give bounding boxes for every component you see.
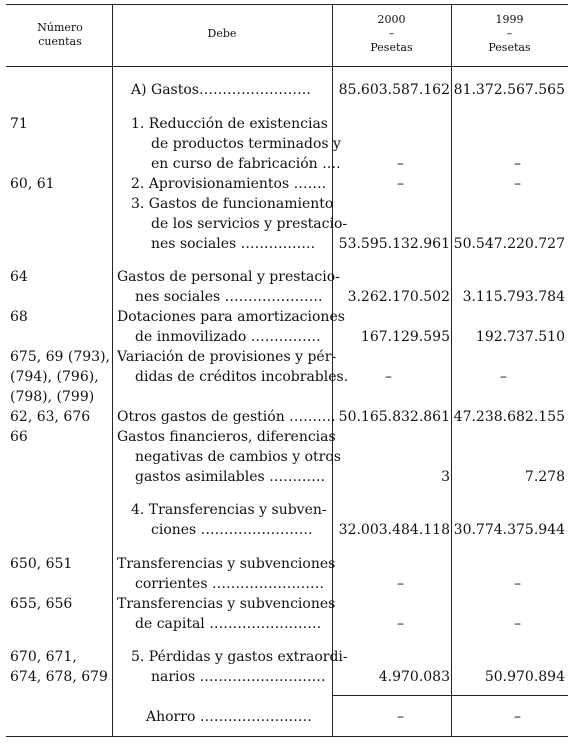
- row-label: nes sociales …………….: [151, 236, 316, 252]
- header-accounts-line2: cuentas: [38, 35, 82, 48]
- total-separator-line: [332, 695, 568, 696]
- row-label: 2. Aprovisionamientos …….: [131, 176, 327, 192]
- value-1999: –: [514, 616, 521, 632]
- account-number: 675, 69 (793),: [10, 349, 110, 365]
- account-number: 64: [10, 269, 28, 285]
- row-label: Gastos de personal y prestacio-: [117, 269, 340, 285]
- value-2000: –: [397, 709, 404, 725]
- row-label: Otros gastos de gestión ……….: [117, 409, 336, 425]
- account-number: 650, 651: [10, 556, 73, 572]
- value-2000: 32.003.484.118: [338, 522, 450, 538]
- row-label: Ahorro ……………………: [146, 709, 312, 725]
- value-2000: 53.595.132.961: [338, 236, 450, 252]
- value-2000: 4.970.083: [378, 669, 450, 685]
- value-2000: 3: [441, 469, 450, 485]
- row-label: de capital ……………………: [135, 616, 322, 632]
- row-label: nes sociales …………………: [135, 289, 323, 305]
- value-1999: 81.372.567.565: [453, 82, 565, 98]
- row-label: 4. Transferencias y subven-: [131, 502, 327, 518]
- account-number: 655, 656: [10, 596, 73, 612]
- row-label: ciones ……………………: [151, 522, 313, 538]
- row-label: negativas de cambios y otros: [135, 449, 341, 465]
- value-2000: –: [397, 176, 404, 192]
- account-number: (798), (799): [10, 389, 95, 405]
- account-number: 670, 671,: [10, 649, 77, 665]
- value-2000: –: [397, 616, 404, 632]
- value-1999: –: [514, 576, 521, 592]
- account-number: 71: [10, 116, 28, 132]
- row-label: Transferencias y subvenciones: [117, 556, 336, 572]
- header-2000-dash: –: [388, 27, 395, 40]
- row-label: narios ………………………: [151, 669, 326, 685]
- row-label: de inmovilizado ……………: [135, 329, 321, 345]
- value-2000: 3.262.170.502: [347, 289, 450, 305]
- row-label: A) Gastos……………………: [131, 82, 311, 98]
- account-number: 60, 61: [10, 176, 55, 192]
- header-2000: [332, 13, 451, 55]
- value-1999: 3.115.793.784: [462, 289, 565, 305]
- header-2000-unit: Pesetas: [370, 41, 413, 54]
- account-number: 62, 63, 676: [10, 409, 91, 425]
- row-label: Dotaciones para amortizaciones: [117, 309, 345, 325]
- row-label: en curso de fabricación ….: [151, 156, 341, 172]
- table-top-border: [6, 4, 568, 5]
- header-1999-unit: Pesetas: [488, 41, 531, 54]
- value-2000: 85.603.587.162: [338, 82, 450, 98]
- account-number: 674, 678, 679: [10, 669, 108, 685]
- row-label: Gastos financieros, diferencias: [117, 429, 336, 445]
- account-number: 66: [10, 429, 28, 445]
- value-1999: 50.547.220.727: [453, 236, 565, 252]
- row-label: didas de créditos incobrables.: [135, 369, 349, 385]
- account-number: (794), (796),: [10, 369, 99, 385]
- value-1999: 30.774.375.944: [453, 522, 565, 538]
- header-bottom-border: [6, 66, 568, 67]
- row-label: gastos asimilables …………: [135, 469, 326, 485]
- header-accounts: [10, 21, 110, 49]
- value-1999: 47.238.682.155: [453, 409, 565, 425]
- value-1999: –: [500, 369, 507, 385]
- row-label: Transferencias y subvenciones: [117, 596, 336, 612]
- header-1999: [451, 13, 568, 55]
- value-2000: 50.165.832.861: [338, 409, 450, 425]
- header-1999-dash: –: [506, 27, 513, 40]
- value-1999: 192.737.510: [475, 329, 565, 345]
- row-label: 3. Gastos de funcionamiento: [131, 196, 334, 212]
- value-1999: –: [514, 709, 521, 725]
- row-label: corrientes ……………………: [135, 576, 324, 592]
- header-2000-year: 2000: [377, 13, 406, 26]
- header-accounts-line1: Número: [37, 21, 83, 34]
- value-1999: 50.970.894: [484, 669, 565, 685]
- row-label: de productos terminados y: [151, 136, 341, 152]
- value-2000: 167.129.595: [360, 329, 450, 345]
- value-1999: 7.278: [524, 469, 565, 485]
- header-debe: Debe: [207, 27, 237, 40]
- row-label: 1. Reducción de existencias: [131, 116, 328, 132]
- value-1999: –: [514, 156, 521, 172]
- table-bottom-border: [6, 736, 568, 737]
- column-divider-1: [112, 4, 113, 736]
- account-number: 68: [10, 309, 28, 325]
- value-1999: –: [514, 176, 521, 192]
- header-1999-year: 1999: [495, 13, 524, 26]
- value-2000: –: [397, 156, 404, 172]
- row-label: Variación de provisiones y pér-: [117, 349, 337, 365]
- value-2000: –: [397, 576, 404, 592]
- value-2000: –: [385, 369, 392, 385]
- column-divider-3: [451, 4, 452, 736]
- row-label: de los servicios y prestacio-: [151, 216, 348, 232]
- row-label: 5. Pérdidas y gastos extraordi-: [131, 649, 348, 665]
